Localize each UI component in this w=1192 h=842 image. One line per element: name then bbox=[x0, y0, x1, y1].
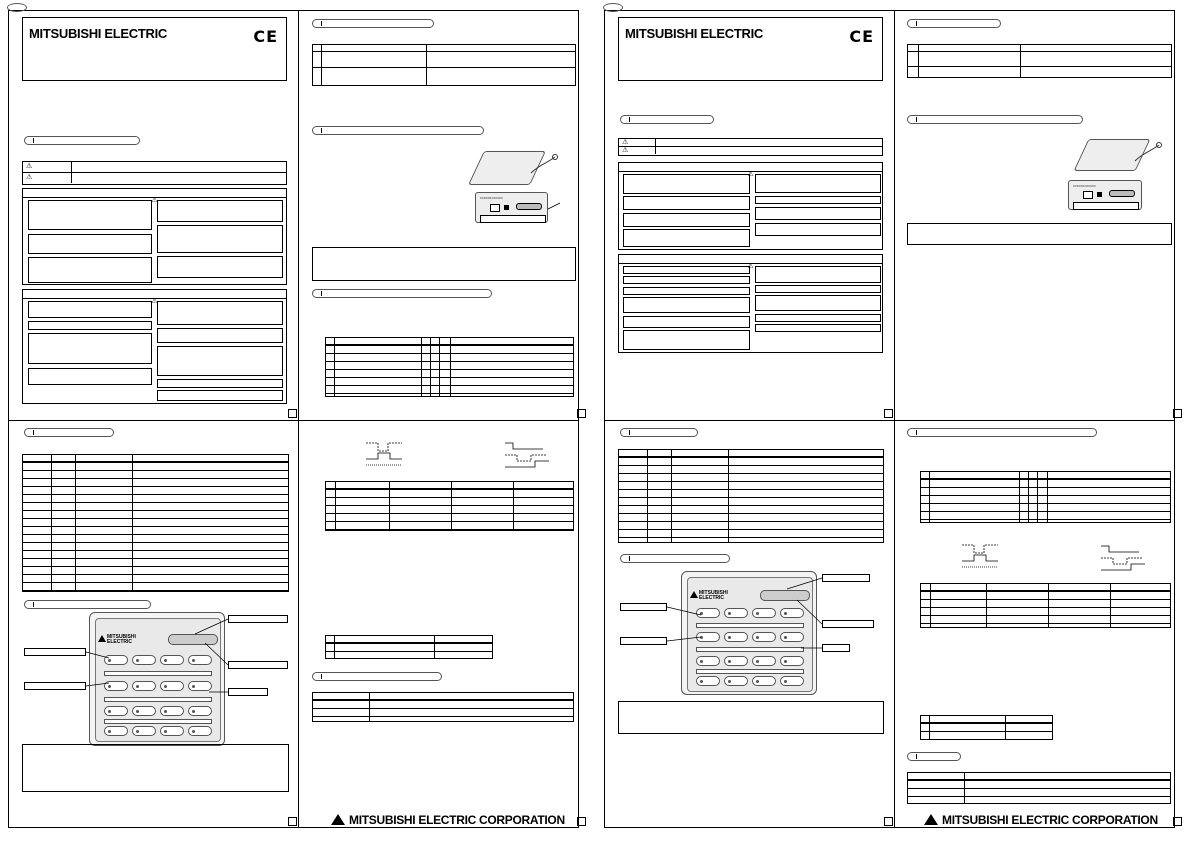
spec-table bbox=[907, 772, 1171, 804]
connector-panel-illustration: ▭▭▭▭▭▭ bbox=[475, 192, 548, 223]
footer-company: MITSUBISHI ELECTRIC CORPORATION bbox=[331, 813, 565, 827]
spec-table bbox=[312, 44, 576, 86]
warning-triangle-icon: ⚠ bbox=[26, 163, 33, 170]
three-diamond-logo-icon bbox=[331, 814, 345, 825]
cable-illustration bbox=[529, 151, 559, 181]
caution-triangle-icon: ⚠ bbox=[26, 174, 33, 181]
page-number-box bbox=[1173, 409, 1182, 418]
timing-table bbox=[920, 583, 1171, 628]
three-diamond-logo-icon: MITSUBISHI ELECTRIC bbox=[699, 590, 728, 601]
note-box bbox=[312, 247, 576, 281]
setting-table bbox=[325, 337, 574, 397]
page-number-box bbox=[577, 817, 586, 826]
spec-table bbox=[907, 44, 1172, 78]
setting-table bbox=[920, 471, 1171, 523]
section-heading bbox=[312, 672, 442, 681]
note-box bbox=[618, 701, 884, 734]
cable-illustration bbox=[1133, 139, 1163, 169]
caution-triangle-icon: ⚠ bbox=[747, 263, 754, 270]
brand-name: MITSUBISHI ELECTRIC bbox=[29, 26, 168, 41]
small-table bbox=[325, 635, 493, 659]
page-number-box bbox=[288, 817, 297, 826]
timing-diagram bbox=[1099, 542, 1147, 576]
manual-sheet-right bbox=[604, 10, 1175, 828]
connector-panel-illustration: ▭▭▭▭▭▭ bbox=[1068, 180, 1142, 210]
page-number-box bbox=[884, 817, 893, 826]
timing-diagram bbox=[503, 439, 551, 473]
leader-line bbox=[548, 201, 562, 213]
section-heading bbox=[312, 19, 434, 28]
caution-triangle-icon: ⚠ bbox=[151, 298, 158, 305]
warning-triangle-icon: ⚠ bbox=[747, 171, 754, 178]
timing-diagram bbox=[960, 541, 1000, 569]
page-number-box bbox=[1173, 817, 1182, 826]
page-number-box bbox=[577, 409, 586, 418]
brand-name: MITSUBISHI ELECTRIC bbox=[625, 26, 764, 41]
section-heading bbox=[907, 428, 1097, 437]
note-box bbox=[907, 223, 1172, 245]
section-heading bbox=[312, 126, 484, 135]
small-table bbox=[920, 715, 1053, 740]
manual-sheet-left bbox=[8, 10, 579, 828]
note-box bbox=[22, 744, 289, 792]
ce-mark: CE bbox=[253, 27, 278, 46]
section-heading bbox=[907, 752, 961, 761]
caution-triangle-icon: ⚠ bbox=[622, 147, 629, 154]
warning-triangle-icon: ⚠ bbox=[622, 139, 629, 146]
timing-table bbox=[325, 481, 574, 531]
ce-mark: CE bbox=[849, 27, 874, 46]
spec-table bbox=[312, 692, 574, 722]
three-diamond-logo-icon bbox=[924, 814, 938, 825]
three-diamond-logo-icon: MITSUBISHI ELECTRIC bbox=[107, 634, 136, 645]
timing-diagram bbox=[364, 439, 404, 467]
footer-company: MITSUBISHI ELECTRIC CORPORATION bbox=[924, 813, 1158, 827]
section-heading bbox=[312, 289, 492, 298]
warning-triangle-icon: ⚠ bbox=[151, 197, 158, 204]
section-heading bbox=[907, 19, 1001, 28]
section-heading bbox=[907, 115, 1083, 124]
callout-leader-lines bbox=[9, 11, 299, 831]
